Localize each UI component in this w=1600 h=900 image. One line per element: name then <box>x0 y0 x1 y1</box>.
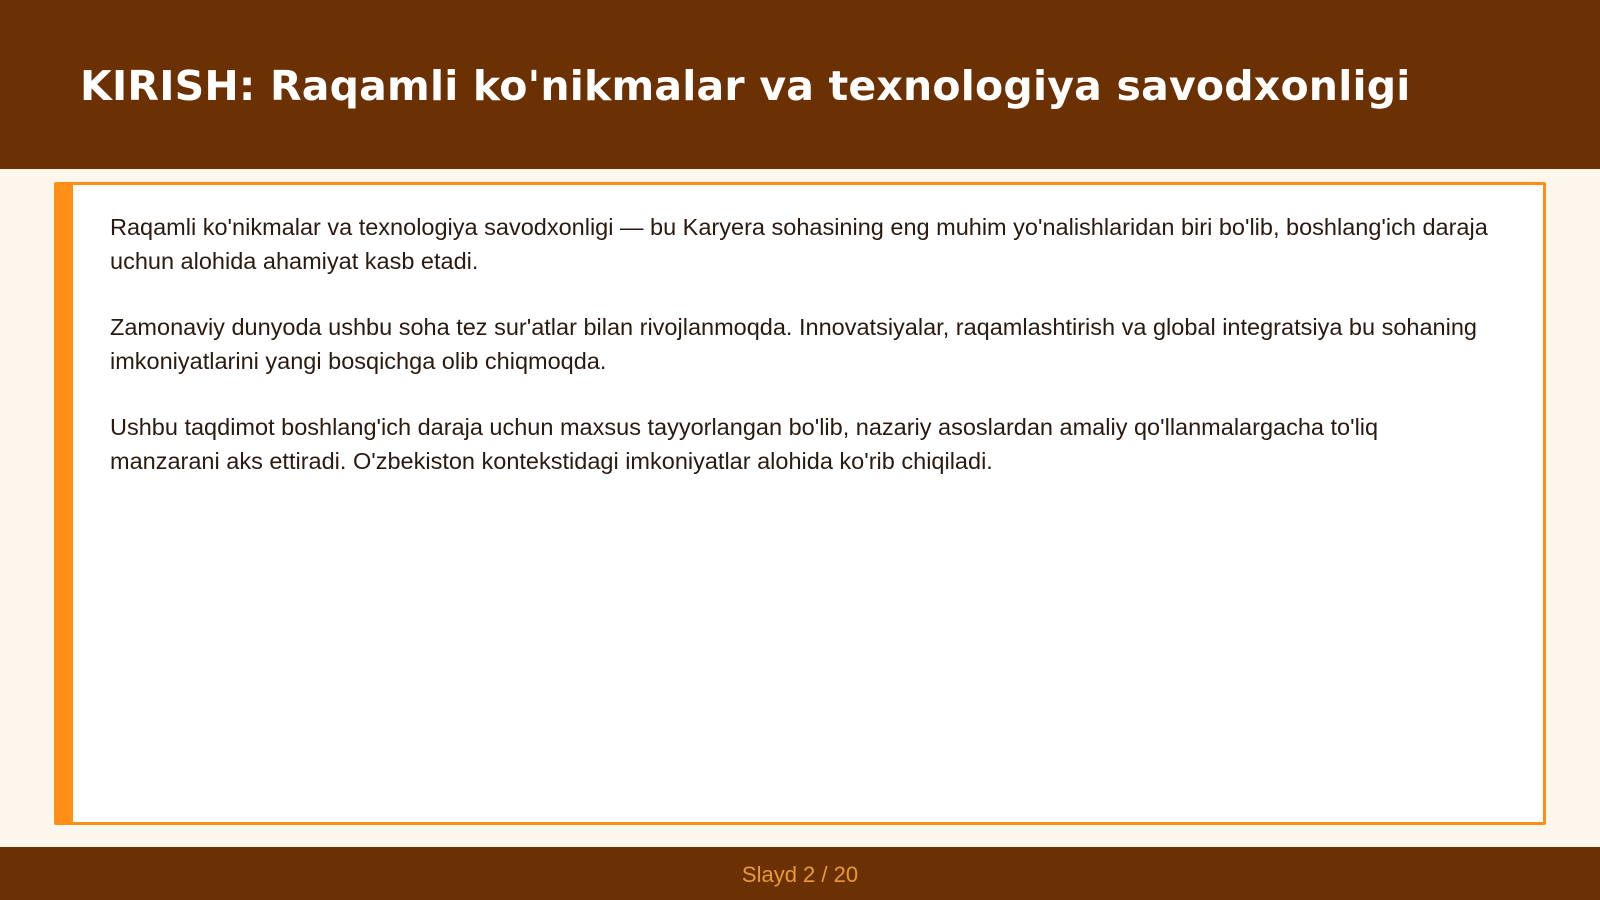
paragraph-3: Ushbu taqdimot boshlang'ich daraja uchun maxsus tayyorlangan bo'lib, nazariy asoslardan amaliy qo'llanmalargacha to'liq manzarani aks ettiradi. O'zbekiston kontekstidagi imkoniyatlar alohida ko'rib chiqiladi. <box>110 414 1379 474</box>
content-card <box>54 182 1546 825</box>
slide-body <box>110 210 1490 510</box>
slide-title: KIRISH: Raqamli ko'nikmalar va texnologiya savodxonligi <box>80 62 1411 110</box>
paragraph-2: Zamonaviy dunyoda ushbu soha tez sur'atlar bilan rivojlanmoqda. Innovatsiyalar, raqamlashtirish va global integratsiya bu sohaning imkoniyatlarini yangi bosqichga olib chiqmoqda. <box>110 314 1477 374</box>
slide-header <box>0 0 1600 169</box>
paragraph-1: Raqamli ko'nikmalar va texnologiya savodxonligi — bu Karyera sohasining eng muhim yo'nalishlaridan biri bo'lib, boshlang'ich daraja uchun alohida ahamiyat kasb etadi. <box>110 214 1488 274</box>
slide-footer <box>0 847 1600 900</box>
slide-number: Slayd 2 / 20 <box>741 862 859 887</box>
